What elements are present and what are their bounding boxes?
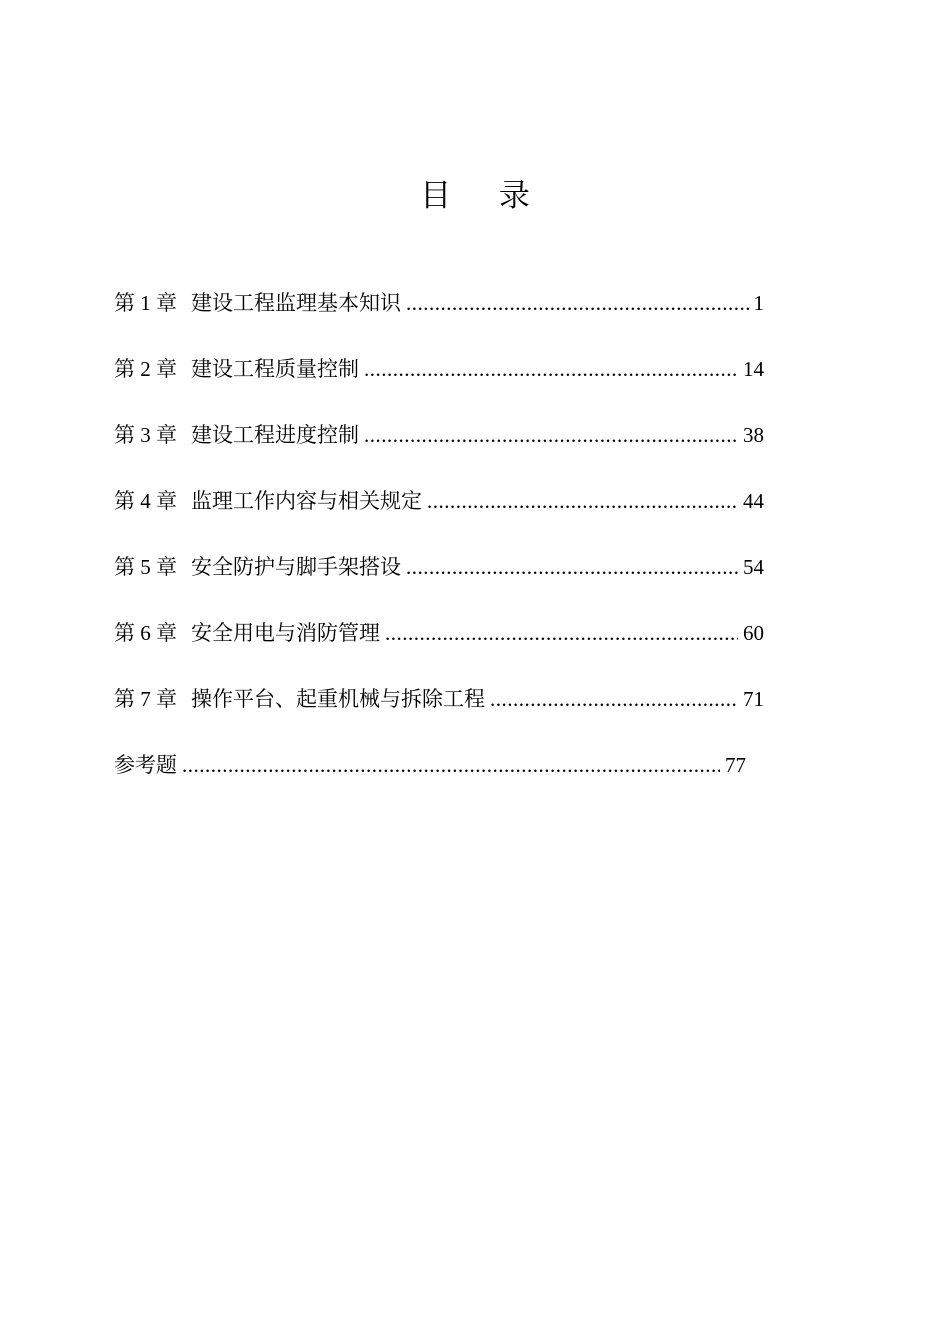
chapter-title: 建设工程监理基本知识 <box>191 291 401 315</box>
chapter-number: 第 4 章 <box>114 489 177 513</box>
page-number: 54 <box>743 555 764 579</box>
chapter-title: 操作平台、起重机械与拆除工程 <box>191 687 485 711</box>
page-number: 44 <box>743 489 764 513</box>
toc-entry-chapter-2[interactable] <box>114 348 764 414</box>
chapter-number: 第 6 章 <box>114 621 177 645</box>
toc-list <box>114 282 764 810</box>
toc-title: 目 录 <box>420 178 550 213</box>
page-number: 77 <box>725 753 746 777</box>
chapter-number: 第 5 章 <box>114 555 177 579</box>
toc-entry-appendix[interactable] <box>114 744 746 810</box>
chapter-number: 第 2 章 <box>114 357 177 381</box>
chapter-title: 监理工作内容与相关规定 <box>191 489 422 513</box>
dot-leader <box>364 414 738 456</box>
page-number: 60 <box>743 621 764 645</box>
page-number: 71 <box>743 687 764 711</box>
chapter-title: 建设工程进度控制 <box>191 423 359 447</box>
toc-entry-chapter-3[interactable] <box>114 414 764 480</box>
chapter-number: 第 3 章 <box>114 423 177 447</box>
page-number: 38 <box>743 423 764 447</box>
dot-leader <box>406 546 738 588</box>
dot-leader <box>182 744 720 786</box>
chapter-title: 安全防护与脚手架搭设 <box>191 555 401 579</box>
dot-leader <box>364 348 738 390</box>
toc-entry-chapter-6[interactable] <box>114 612 764 678</box>
toc-entry-chapter-5[interactable] <box>114 546 764 612</box>
toc-entry-chapter-4[interactable] <box>114 480 764 546</box>
chapter-number: 第 7 章 <box>114 687 177 711</box>
dot-leader <box>385 612 738 654</box>
toc-entry-chapter-1[interactable] <box>114 282 764 348</box>
page-number: 14 <box>743 357 764 381</box>
dot-leader <box>490 678 738 720</box>
chapter-number: 第 1 章 <box>114 291 177 315</box>
toc-entry-chapter-7[interactable] <box>114 678 764 744</box>
appendix-title: 参考题 <box>114 753 177 777</box>
chapter-title: 安全用电与消防管理 <box>191 621 380 645</box>
page-number: 1 <box>753 291 764 315</box>
dot-leader <box>427 480 738 522</box>
chapter-title: 建设工程质量控制 <box>191 357 359 381</box>
dot-leader <box>406 282 749 324</box>
